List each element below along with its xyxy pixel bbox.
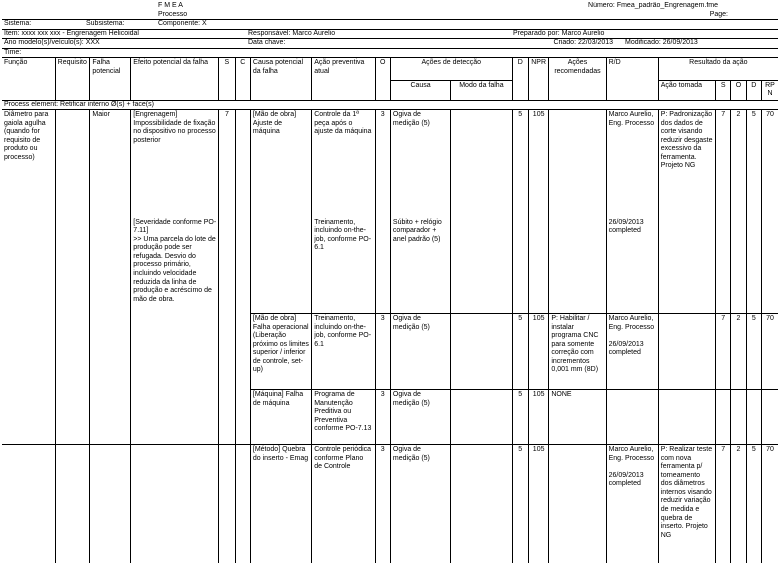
- acao-preventiva-cell: Controle periódica conforme Plano de Controle: [312, 445, 375, 563]
- col-header-rd: R/D: [606, 58, 658, 100]
- rd-cell: 26/09/2013 completed: [606, 218, 658, 314]
- efeito-cell: [Engrenagem] Impossibilidade de fixação no dispositivo no processo posterior: [131, 110, 219, 218]
- efeito-cell: [Severidade conforme PO-7.11] >> Uma parcela do lote de produção pode ser refugada. Desvio do processo primário, incluindo velocidade reduzida da linha de produção e acréscimo de mão de obra.: [131, 218, 219, 314]
- acao-tomada-cell: P: Padronização dos dados de corte visando reduzir desgaste excessivo da ferramenta. Projeto NG: [658, 110, 715, 218]
- requisito-cell: [55, 110, 90, 445]
- ano-modelo-field: Ano modelo(s)/veículo(s): XXX: [2, 39, 246, 49]
- result-d-cell: 5: [746, 445, 761, 563]
- modificado-field: Modificado: 26/09/2013: [621, 39, 778, 49]
- col-header-d: D: [512, 58, 528, 100]
- fmea-table: [2, 58, 778, 563]
- ocorrencia-cell: 3: [375, 110, 390, 218]
- acao-tomada-cell: [658, 314, 715, 390]
- item-field: Item: xxxx xxx xxx - Engrenagem Helicoidal: [2, 29, 246, 39]
- rpn-cell: 70: [761, 110, 778, 218]
- document-number: Número: Fmea_padrão_Engrenagem.fme: [588, 2, 718, 9]
- document-title: F M E A: [158, 2, 183, 9]
- ocorrencia-cell: 3: [375, 314, 390, 390]
- deteccao-causa-cell: Ogiva de medição (5): [390, 110, 450, 218]
- rd-cell: Marco Aurelio, Eng. Processo 26/09/2013 completed: [606, 445, 658, 563]
- deteccao-causa-cell: Ogiva de medição (5): [390, 445, 450, 563]
- npr-cell: 105: [528, 110, 548, 218]
- causa-cell: [Método] Quebra do inserto - Emag: [250, 445, 311, 563]
- col-header-requisito: Requisito: [55, 58, 90, 100]
- npr-cell: 105: [528, 314, 548, 390]
- result-d-cell: 5: [746, 314, 761, 390]
- deteccao-modo-cell: [451, 110, 512, 218]
- funcao-cell: Diâmetro para gaiola agulha (quando for requisito de produto ou processo): [4, 111, 49, 161]
- col-header-det-causa: Causa: [390, 80, 450, 100]
- col-header-acao-preventiva: Ação preventiva atual: [312, 58, 375, 100]
- ocorrencia-cell: 3: [375, 390, 390, 445]
- col-header-efeito: Efeito potencial da falha: [131, 58, 219, 100]
- col-header-funcao: Função: [2, 58, 55, 100]
- responsavel-field: Responsável: Marco Aurelio: [246, 29, 511, 39]
- col-header-npr: NPR: [528, 58, 548, 100]
- page-label: Page:: [621, 11, 778, 20]
- col-header-result-d: D: [746, 80, 761, 100]
- deteccao-cell: 5: [512, 110, 528, 218]
- deteccao-cell: 5: [512, 445, 528, 563]
- acoes-recomendadas-cell: [549, 110, 606, 218]
- col-header-deteccao: Ações de detecção: [390, 58, 512, 80]
- sistema-field: Sistema:: [2, 20, 84, 30]
- npr-cell: 105: [528, 390, 548, 445]
- fmea-document: [2, 2, 778, 563]
- falha-cell: Maior: [90, 110, 131, 445]
- table-row: [2, 110, 778, 218]
- causa-cell: [Máquina] Falha de máquina: [250, 390, 311, 445]
- deteccao-causa-cell: Ogiva de medição (5): [390, 314, 450, 390]
- rd-cell: Marco Aurelio, Eng. Processo: [606, 110, 658, 218]
- col-header-c: C: [235, 58, 250, 100]
- col-header-causa: Causa potencial da falha: [250, 58, 311, 100]
- deteccao-cell: 5: [512, 314, 528, 390]
- result-o-cell: 2: [731, 110, 746, 218]
- acao-preventiva-cell: Treinamento, incluindo on-the-job, conforme PO-6.1: [312, 218, 375, 314]
- npr-cell: 105: [528, 445, 548, 563]
- ocorrencia-cell: 3: [375, 445, 390, 563]
- acao-tomada-cell: P: Realizar teste com nova ferramenta p/ torneamento dos diâmetros internos visando reduzir variação de medida e quebra de inserto. Projeto NG: [658, 445, 715, 563]
- componente-field: Componente: X: [156, 20, 778, 30]
- col-header-s: S: [219, 58, 235, 100]
- table-row: [2, 445, 778, 563]
- severidade-cell: 7: [219, 110, 235, 218]
- rpn-cell: 70: [761, 314, 778, 390]
- col-header-acoes-recomendadas: Ações recomendadas: [549, 58, 606, 100]
- data-chave-field: Data chave:: [246, 39, 401, 49]
- acao-preventiva-cell: Controle da 1ª peça após o ajuste da máquina: [312, 110, 375, 218]
- process-element-label: Process element: Retificar interno Ø(s) + face(s): [2, 100, 778, 110]
- result-d-cell: 5: [746, 110, 761, 218]
- acoes-recomendadas-cell: P: Habilitar / instalar programa CNC para somente correção com incrementos 0,001 mm (8D): [549, 314, 606, 390]
- result-o-cell: 2: [731, 445, 746, 563]
- acoes-recomendadas-cell: NONE: [549, 390, 606, 445]
- causa-cell: [Mão de obra] Falha operacional (Liberação próximo os limites superior / inferior de controle, set-up): [250, 314, 311, 390]
- fmea-header: [2, 2, 778, 58]
- time-field: Time:: [2, 48, 778, 58]
- col-header-falha: Falha potencial: [90, 58, 131, 100]
- col-header-det-modo: Modo da falha: [451, 80, 512, 100]
- acao-preventiva-cell: Programa de Manutenção Preditiva ou Preventiva conforme PO-7.13: [312, 390, 375, 445]
- col-header-result-o: O: [731, 80, 746, 100]
- deteccao-cell: 5: [512, 390, 528, 445]
- criado-field: Criado: 22/03/2013: [401, 39, 621, 49]
- result-s-cell: 7: [716, 110, 731, 218]
- deteccao-causa-cell: Ogiva de medição (5): [390, 390, 450, 445]
- result-s-cell: 7: [716, 445, 731, 563]
- col-header-rpn: RPN: [761, 80, 778, 100]
- col-header-acao-tomada: Ação tomada: [658, 80, 715, 100]
- document-subtitle: Processo: [156, 11, 401, 20]
- result-o-cell: 2: [731, 314, 746, 390]
- rd-cell: Marco Aurelio, Eng. Processo 26/09/2013 completed: [606, 314, 658, 390]
- col-header-resultado: Resultado da ação: [658, 58, 778, 80]
- result-s-cell: 7: [716, 314, 731, 390]
- causa-cell: [Mão de obra] Ajuste de máquina: [250, 110, 311, 218]
- acao-preventiva-cell: Treinamento, incluindo on-the-job, conforme PO-6.1: [312, 314, 375, 390]
- col-header-result-s: S: [716, 80, 731, 100]
- rpn-cell: 70: [761, 445, 778, 563]
- deteccao-causa-cell: Súbito + relógio comparador + anel padrão (5): [390, 218, 450, 314]
- classificacao-cell: [235, 110, 250, 218]
- col-header-o: O: [375, 58, 390, 100]
- subsistema-field: Subsistema:: [84, 20, 156, 30]
- preparado-field: Preparado por: Marco Aurelio: [511, 29, 778, 39]
